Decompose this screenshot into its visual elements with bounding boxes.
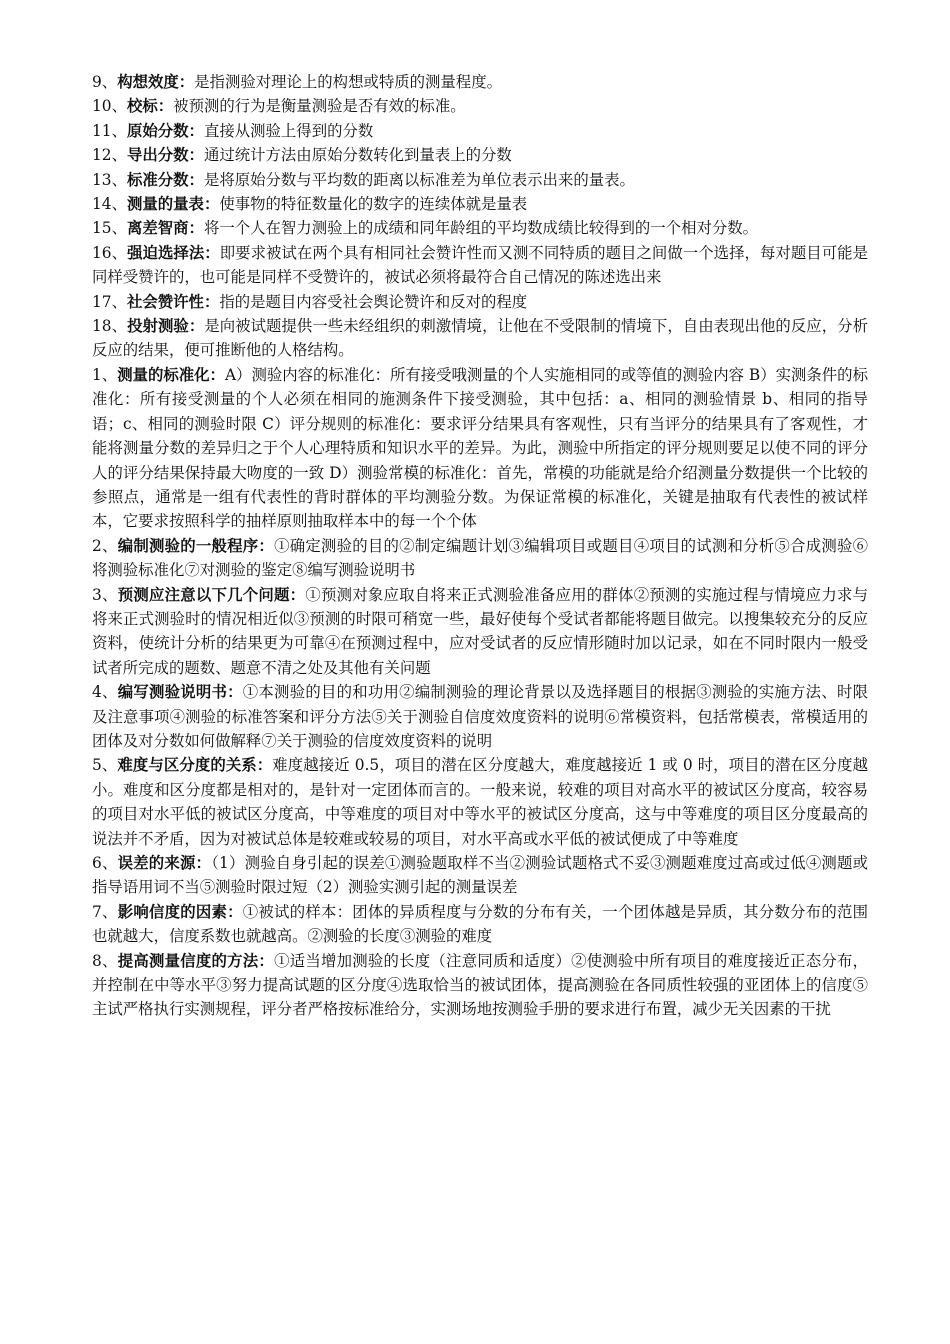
- entry-term: 误差的来源：: [117, 854, 212, 872]
- entry-deviation-iq: [92, 216, 868, 240]
- entry-term: 提高测量信度的方法：: [117, 951, 275, 970]
- entry-criterion: [92, 94, 868, 118]
- entry-term: 编写测验说明书：: [117, 683, 243, 702]
- entry-term: 难度与区分度的关系：: [117, 756, 273, 775]
- entry-body: A）测验内容的标准化：所有接受哦测量的个人实施相同的或等值的测验内容 B）实测条件的标准化：所有接受测量的个人必须在相同的施测条件下接受测验，其中包括：a、相同的测验情景 b、相同的指导语；c、相同的测验时限 C）评分规则的标准化：要求评分结果具有客观性，只有当评分的结果具有了客观性，才能将测量分数的差异归之于个人心理特质和知识水平的差异。为此，测验中所指定的评分规则要足以使不同的评分人的评分结果保持最大吻度的一致 D）测验常模的标准化：首先，常模的功能就是给介绍测量分数提供一个比较的参照点，通常是一组有代表性的背时群体的平均测验分数。为保证常模的标准化，关键是抽取有代表性的被试样本，它要求按照科学的抽样原则抽取样本中的每一个个体: [92, 365, 868, 531]
- entry-number: 17、: [92, 292, 127, 311]
- entry-term: 编制测验的一般程序：: [117, 536, 275, 555]
- entry-body: 将一个人在智力测验上的成绩和同年龄组的平均数成绩比较得到的一个相对分数。: [203, 219, 759, 238]
- entry-body: 指的是题目内容受社会舆论赞许和反对的程度: [219, 292, 528, 311]
- entry-number: 6、: [92, 854, 118, 872]
- entry-term: 离差智商：: [126, 219, 204, 238]
- entry-number: 3、: [92, 585, 118, 604]
- entry-number: 14、: [92, 195, 127, 214]
- entry-standard-score: [92, 168, 868, 192]
- entry-test-development-procedure: [92, 534, 868, 583]
- entry-difficulty-discrimination: [92, 753, 868, 851]
- entry-number: 12、: [92, 146, 127, 165]
- entry-error-sources: [92, 851, 868, 900]
- entry-number: 7、: [92, 902, 118, 921]
- entry-body: 即要求被试在两个具有相同社会赞许性而又测不同特质的题目之间做一个选择，每对题目可能是同样受赞许的，也可能是同样不受赞许的，被试必须将最符合自己情况的陈述选出来: [92, 243, 868, 287]
- entry-term: 标准分数：: [126, 170, 204, 189]
- entry-term: 影响信度的因素：: [117, 902, 243, 921]
- entry-term: 测量的量表：: [126, 195, 220, 214]
- entry-number: 1、: [92, 365, 118, 384]
- entry-body: 是将原始分数与平均数的距离以标准差为单位表示出来的量表。: [203, 170, 635, 189]
- entry-number: 16、: [92, 243, 128, 262]
- entry-term: 原始分数：: [126, 121, 204, 140]
- entry-body: 是指测验对理论上的构想或特质的测量程度。: [194, 73, 502, 91]
- entry-standardization: [92, 363, 868, 534]
- document-body: [92, 70, 868, 1022]
- entry-test-manual: [92, 680, 868, 753]
- entry-number: 2、: [92, 536, 118, 555]
- entry-number: 18、: [92, 317, 128, 336]
- entry-number: 13、: [92, 170, 127, 189]
- entry-construct-validity: [92, 70, 868, 94]
- entry-social-desirability: [92, 290, 868, 314]
- entry-term: 强迫选择法：: [127, 243, 220, 262]
- entry-body: 通过统计方法由原始分数转化到量表上的分数: [203, 146, 512, 165]
- entry-body: ①确定测验的目的②制定编题计划③编辑项目或题目④项目的试测和分析⑤合成测验⑥将测验标准化⑦对测验的鉴定⑧编写测验说明书: [92, 536, 868, 580]
- entry-term: 测量的标准化：: [117, 365, 225, 384]
- entry-term: 投射测验：: [127, 317, 205, 336]
- entry-body: 被预测的行为是衡量测验是否有效的标准。: [173, 97, 466, 116]
- entry-term: 构想效度：: [117, 73, 195, 91]
- entry-body: 直接从测验上得到的分数: [203, 121, 374, 140]
- entry-term: 校标：: [126, 97, 174, 116]
- entry-body: （1）测验自身引起的误差①测验题取样不当②测验试题格式不妥③测题难度过高或过低④测题或指导语用词不当⑤测验时限过短（2）测验实测引起的测量误差: [92, 854, 869, 897]
- entry-pretest-notes: [92, 583, 868, 681]
- entry-number: 8、: [92, 951, 118, 970]
- entry-body: 难度越接近 0.5，项目的潜在区分度越大，难度越接近 1 或 0 时，项目的潜在区分度越小。难度和区分度都是相对的，是针对一定团体而言的。一般来说，较难的项目对高水平的被试区分度高，较容易的项目对水平低的被试区分度高，中等难度的项目对中等水平的被试区分度高，这与中等难度的项目区分度最高的说法并不矛盾，因为对被试总体是较难或较易的项目，对水平高或水平低的被试便成了中等难度: [92, 756, 868, 848]
- entry-body: 使事物的特征数量化的数字的连续体就是量表: [219, 195, 528, 214]
- entry-measurement-scale: [92, 192, 868, 216]
- entry-term: 预测应注意以下几个问题：: [117, 585, 306, 604]
- entry-number: 10、: [92, 97, 127, 116]
- entry-number: 11、: [92, 121, 127, 140]
- entry-number: 5、: [92, 756, 118, 775]
- entry-derived-score: [92, 143, 868, 167]
- entry-forced-choice: [92, 241, 868, 290]
- entry-term: 导出分数：: [126, 146, 204, 165]
- entry-body: ①本测验的目的和功用②编制测验的理论背景以及选择题目的根据③测验的实施方法、时限及注意事项④测验的标准答案和评分方法⑤关于测验自信度效度资料的说明⑥常模资料，包括常模表，常模适用的团体及对分数如何做解释⑦关于测验的信度效度资料的说明: [92, 683, 868, 750]
- entry-number: 4、: [92, 683, 118, 702]
- entry-term: 社会赞许性：: [126, 292, 220, 311]
- entry-reliability-factors: [92, 900, 868, 949]
- entry-improve-reliability: [92, 949, 868, 1022]
- entry-number: 9、: [92, 73, 118, 91]
- entry-number: 15、: [92, 219, 127, 238]
- entry-raw-score: [92, 119, 868, 143]
- entry-body: ①预测对象应取自将来正式测验准备应用的群体②预测的实施过程与情境应力求与将来正式测验时的情况相近似③预测的时限可稍宽一些，最好使每个受试者都能将题目做完。以搜集较充分的反应资料，使统计分析的结果更为可靠④在预测过程中，应对受试者的反应情形随时加以记录，如在不同时限内一般受试者所完成的题数、题意不清之处及其他有关问题: [92, 585, 868, 677]
- entry-projective-test: [92, 314, 868, 363]
- entry-body: ①被试的样本：团体的异质程度与分数的分布有关，一个团体越是异质，其分数分布的范围也就越大，信度系数也就越高。②测验的长度③测验的难度: [92, 902, 868, 946]
- entry-body: 是向被试题提供一些未经组织的刺激情境，让他在不受限制的情境下，自由表现出他的反应，分析反应的结果，便可推断他的人格结构。: [92, 317, 868, 360]
- entry-body: ①适当增加测验的长度（注意同质和适度）②使测验中所有项目的难度接近正态分布，并控制在中等水平③努力提高试题的区分度④选取恰当的被试团体，提高测验在各同质性较强的亚团体上的信度⑤主试严格执行实测规程，评分者严格按标准给分，实测场地按测验手册的要求进行布置，减少无关因素的干扰: [92, 951, 868, 1019]
